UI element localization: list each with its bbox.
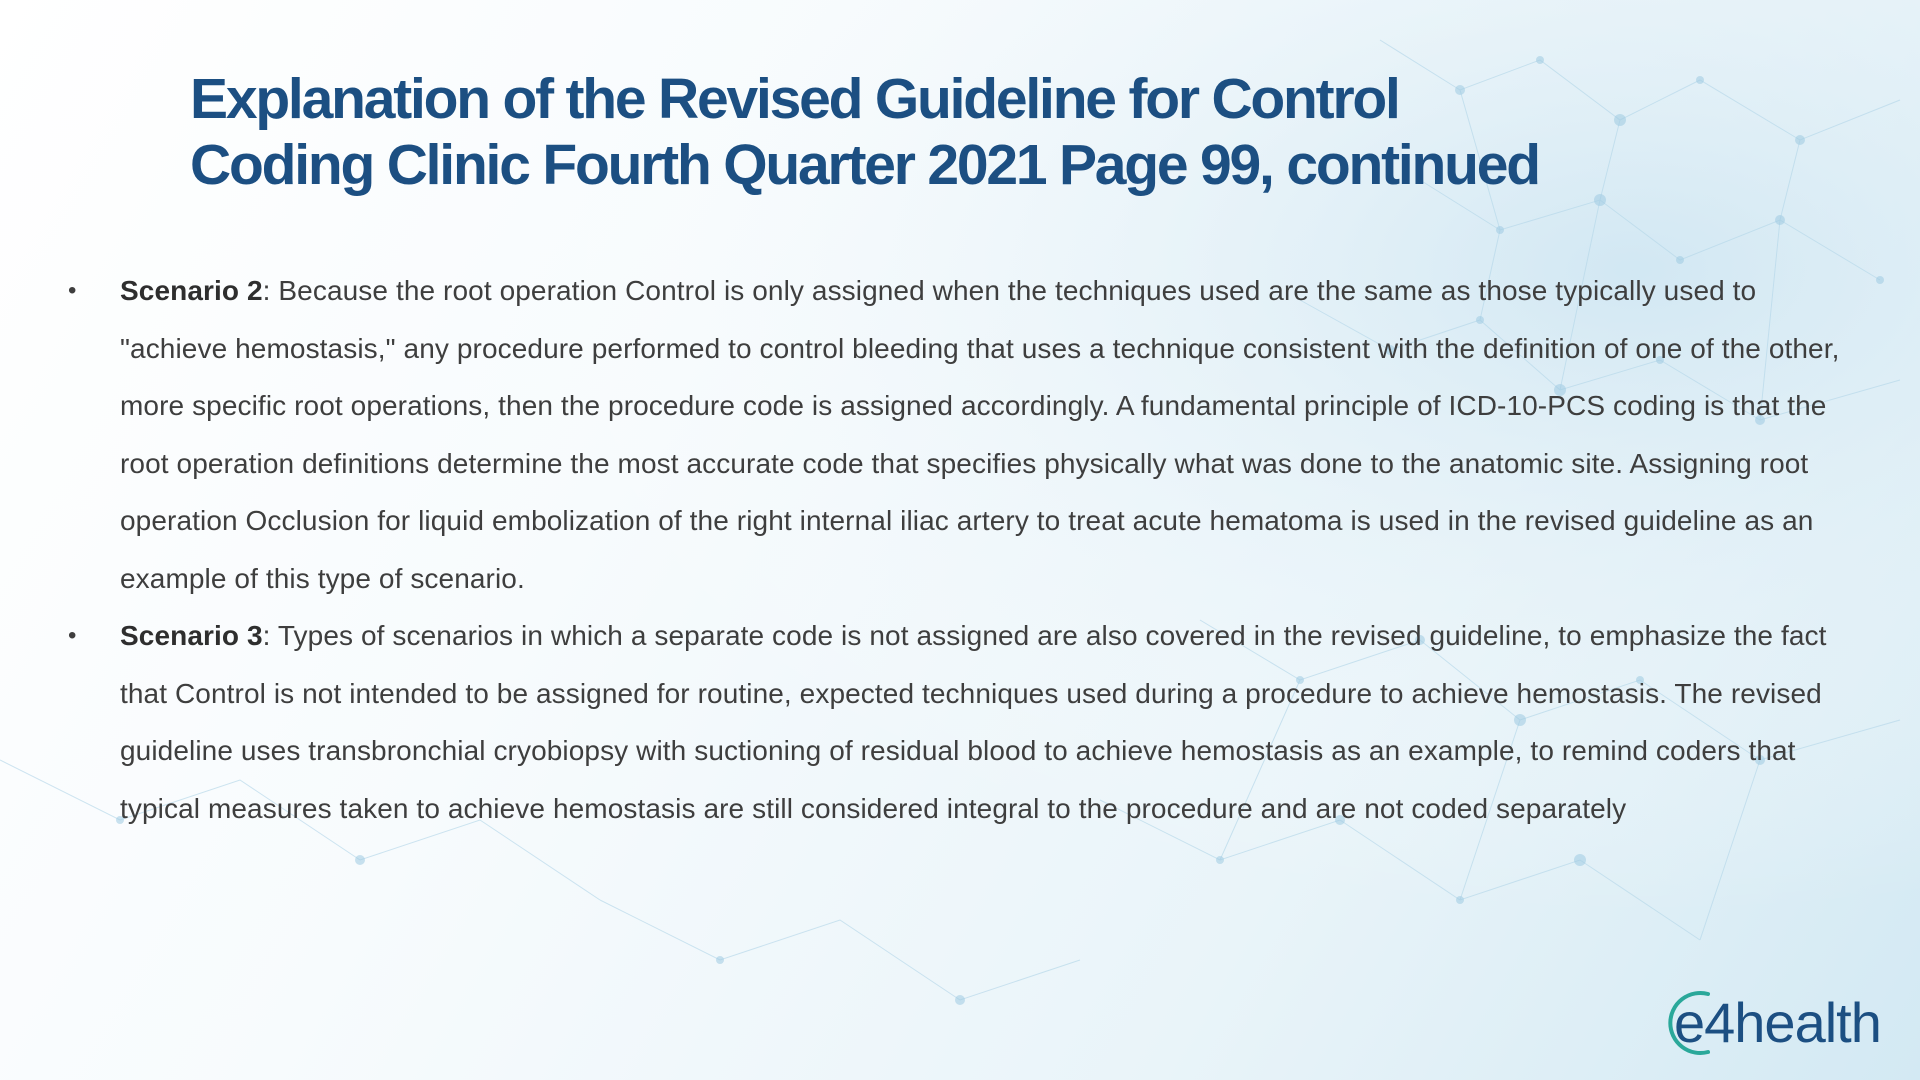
e4health-logo [1668,988,1900,1058]
slide-title [190,66,1790,198]
slide-title-line-1: Explanation of the Revised Guideline for Control [190,67,1399,131]
bullet-label: Scenario 2 [120,275,263,306]
slide-title-line-2: Coding Clinic Fourth Quarter 2021 Page 99, continued [190,133,1539,197]
bullet-dot-icon: • [68,277,77,304]
bullet-item-scenario-2 [66,262,1866,607]
bullet-list [66,262,1866,837]
logo-text: e4health [1674,991,1881,1054]
bullet-label: Scenario 3 [120,620,263,651]
bullet-text: : Types of scenarios in which a separate code is not assigned are also covered in the revised guideline, to emphasize the fact that Control is not intended to be assigned for routine, expected techniques used during a procedure to achieve hemostasis. The revised guideline uses transbronchial cryobiopsy with suctioning of residual blood to achieve hemostasis as an example, to remind coders that typical measures taken to achieve hemostasis are still considered integral to the procedure and are not coded separately [120,620,1827,824]
bullet-dot-icon: • [68,622,77,649]
bullet-text: : Because the root operation Control is only assigned when the techniques used are the same as those typically used to "achieve hemostasis," any procedure performed to control bleeding that uses a technique consistent with the definition of one of the other, more specific root operations, then the procedure code is assigned accordingly. A fundamental principle of ICD-10-PCS coding is that the root operation definitions determine the most accurate code that specifies physically what was done to the anatomic site. Assigning root operation Occlusion for liquid embolization of the right internal iliac artery to treat acute hematoma is used in the revised guideline as an example of this type of scenario. [120,275,1840,594]
bullet-item-scenario-3 [66,607,1866,837]
